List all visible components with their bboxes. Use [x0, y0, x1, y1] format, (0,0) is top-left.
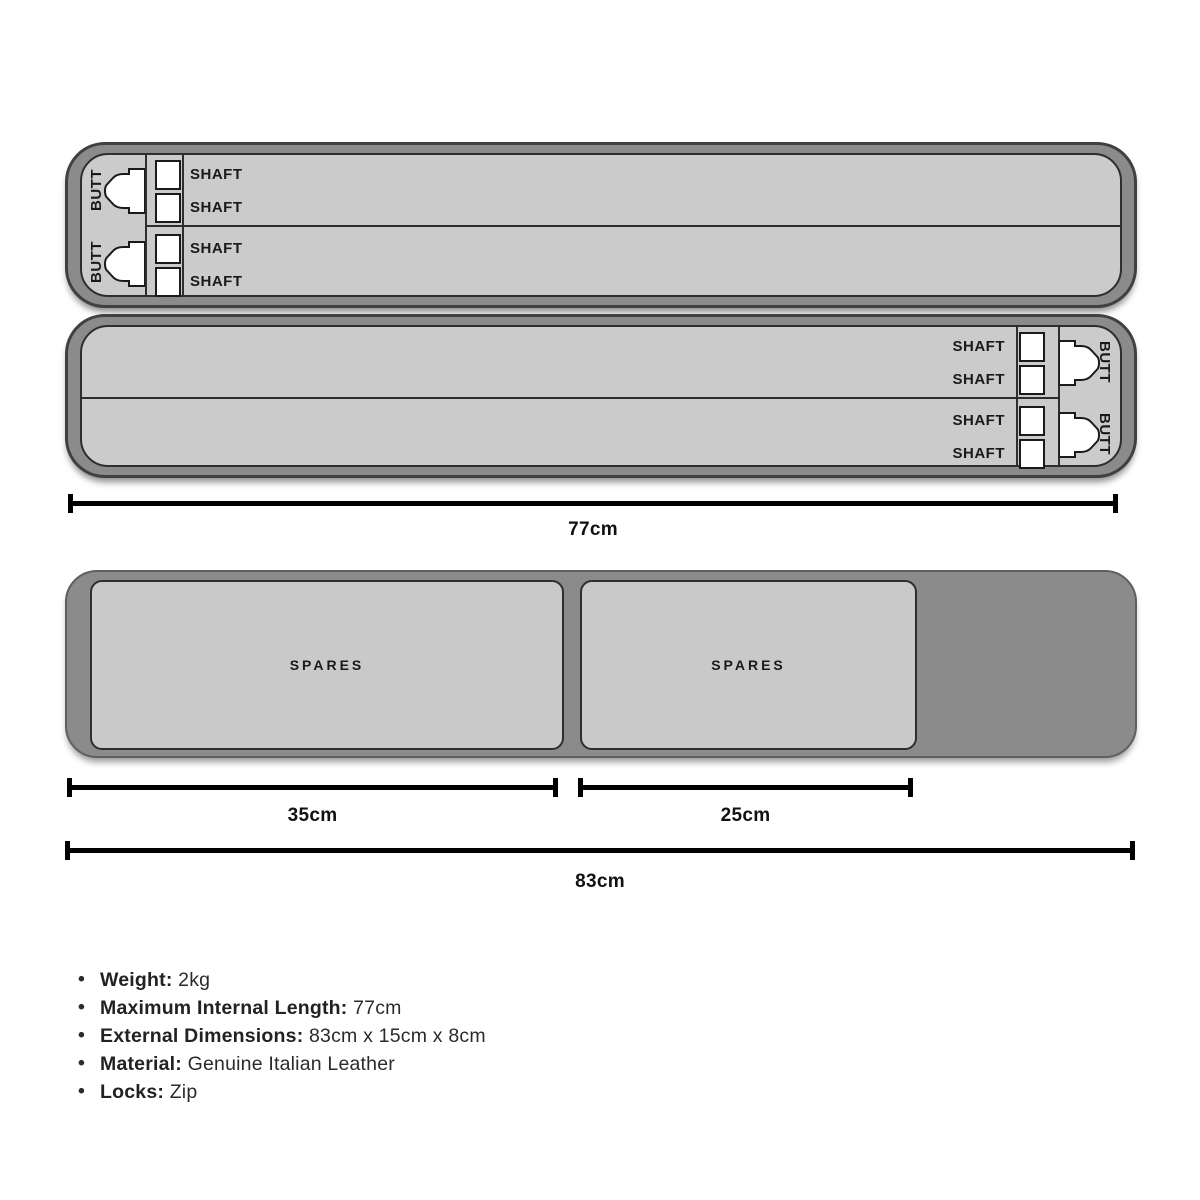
shaft-slot: [1019, 365, 1045, 395]
dimension-label-spares-left: 35cm: [287, 805, 338, 826]
spares-label: SPARES: [289, 657, 365, 673]
shaft-label: SHAFT: [952, 445, 1005, 462]
spec-value: 2kg: [178, 969, 211, 991]
dimension-line-spares-right: [578, 785, 913, 790]
dimension-line-external-length: [65, 848, 1135, 853]
shaft-slot: [155, 160, 181, 190]
butt-label: BUTT: [1096, 341, 1113, 383]
spec-label: External Dimensions:: [100, 1025, 304, 1047]
case-top-layer-interior: [80, 153, 1122, 297]
divider-horizontal: [145, 225, 1120, 227]
divider-vertical: [1016, 327, 1018, 465]
spec-label: Locks:: [100, 1081, 165, 1103]
butt-label: BUTT: [88, 241, 105, 283]
shaft-label: SHAFT: [190, 166, 243, 183]
shaft-slot: [155, 193, 181, 223]
spec-item-weight: [78, 966, 486, 994]
spec-value: 83cm x 15cm x 8cm: [309, 1025, 486, 1047]
shaft-label: SHAFT: [952, 412, 1005, 429]
shaft-label: SHAFT: [190, 273, 243, 290]
shaft-slot: [155, 234, 181, 264]
spec-item-material: [78, 1050, 486, 1078]
dimension-label-internal-length: 77cm: [568, 519, 618, 540]
case-bottom-layer: [65, 314, 1137, 478]
shaft-label: SHAFT: [190, 199, 243, 216]
shaft-label: SHAFT: [190, 240, 243, 257]
shaft-label: SHAFT: [952, 338, 1005, 355]
case-top-layer: [65, 142, 1137, 308]
spec-label: Maximum Internal Length:: [100, 997, 348, 1019]
spec-item-external-dimensions: [78, 1022, 486, 1050]
shaft-slot: [155, 267, 181, 297]
spec-value: Genuine Italian Leather: [187, 1053, 395, 1075]
spec-value: Zip: [169, 1081, 198, 1103]
butt-cutout: [103, 168, 145, 214]
dimension-label-external-length: 83cm: [575, 871, 625, 892]
dimension-line-spares-left: [67, 785, 558, 790]
butt-cutout: [103, 241, 145, 287]
spec-item-locks: [78, 1078, 486, 1106]
case-spares-layer: [65, 570, 1137, 758]
spares-label: SPARES: [711, 657, 786, 673]
spares-compartment: [90, 580, 564, 750]
spares-compartment: [580, 580, 917, 750]
spec-value: 77cm: [353, 997, 402, 1019]
shaft-label: SHAFT: [952, 371, 1005, 388]
shaft-slot: [1019, 332, 1045, 362]
spec-item-internal-length: [78, 994, 486, 1022]
shaft-slot: [1019, 406, 1045, 436]
spec-label: Weight:: [100, 969, 173, 991]
divider-horizontal: [82, 397, 1060, 399]
shaft-slot: [1019, 439, 1045, 469]
butt-label: BUTT: [1096, 413, 1113, 455]
spec-label: Material:: [100, 1053, 182, 1075]
dimension-line-internal-length: [68, 501, 1118, 506]
spec-list: [78, 966, 486, 1106]
butt-label: BUTT: [88, 169, 105, 211]
case-bottom-layer-interior: [80, 325, 1122, 467]
dimension-label-spares-right: 25cm: [720, 805, 771, 826]
